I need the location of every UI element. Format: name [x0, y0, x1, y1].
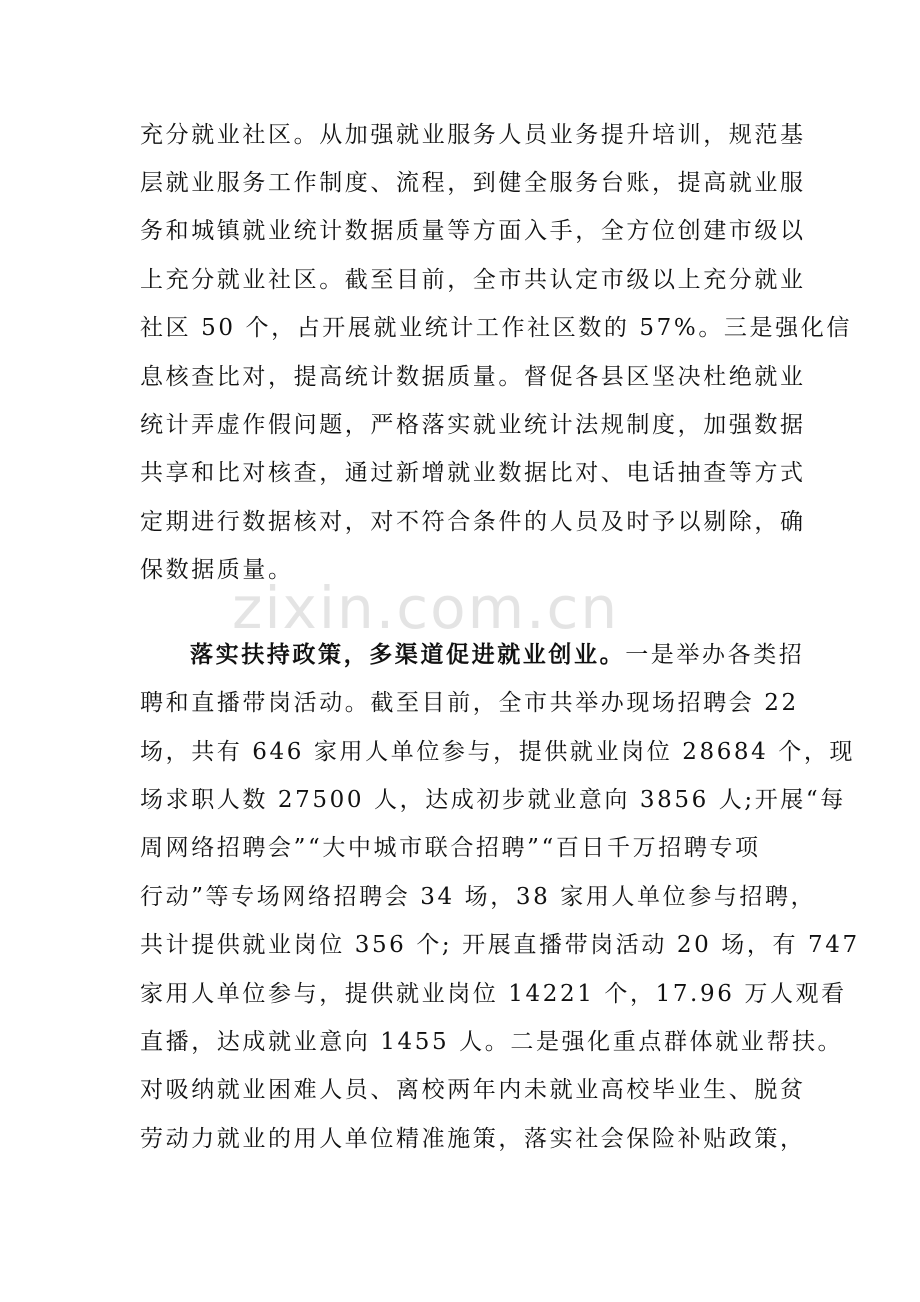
text-line: 社区 50 个，占开展就业统计工作社区数的 57%。三是强化信 [140, 315, 852, 341]
text-line: 周网络招聘会”“大中城市联合招聘”“百日千万招聘专项 [140, 835, 761, 861]
text-line: 聘和直播带岗活动。截至目前，全市共举办现场招聘会 22 [140, 690, 799, 716]
text-line: 定期进行数据核对，对不符合条件的人员及时予以剔除，确 [140, 509, 806, 535]
text-line: 上充分就业社区。截至目前，全市共认定市级以上充分就业 [140, 267, 806, 293]
text-line: 场求职人数 27500 人，达成初步就业意向 3856 人;开展“每 [140, 787, 846, 813]
text-line: 场，共有 646 家用人单位参与，提供就业岗位 28684 个，现 [140, 739, 856, 765]
paragraph-first-line [190, 640, 804, 670]
text-line: 家用人单位参与，提供就业岗位 14221 个，17.96 万人观看 [140, 981, 847, 1007]
text-line: 息核查比对，提高统计数据质量。督促各县区坚决杜绝就业 [140, 364, 806, 390]
watermark: zixin.com.cn [232, 574, 620, 642]
text-line: 行动”等专场网络招聘会 34 场，38 家用人单位参与招聘， [140, 884, 817, 910]
text-line: 对吸纳就业困难人员、离校两年内未就业高校毕业生、脱贫 [140, 1077, 806, 1103]
paragraph-lead-heading: 落实扶持政策，多渠道促进就业创业。 [190, 642, 626, 668]
paragraph-first-line-text: 一是举办各类招 [625, 642, 805, 668]
text-line: 共计提供就业岗位 356 个; 开展直播带岗活动 20 场，有 747 [140, 932, 860, 958]
text-line: 劳动力就业的用人单位精准施策，落实社会保险补贴政策， [140, 1126, 806, 1152]
text-line: 共享和比对核查，通过新增就业数据比对、电话抽查等方式 [140, 460, 806, 486]
text-line: 统计弄虚作假问题，严格落实就业统计法规制度，加强数据 [140, 412, 806, 438]
text-line: 务和城镇就业统计数据质量等方面入手，全方位创建市级以 [140, 218, 806, 244]
text-line: 充分就业社区。从加强就业服务人员业务提升培训，规范基 [140, 122, 806, 148]
text-line: 保数据质量。 [140, 557, 294, 583]
text-line: 层就业服务工作制度、流程，到健全服务台账，提高就业服 [140, 170, 806, 196]
text-line: 直播，达成就业意向 1455 人。二是强化重点群体就业帮扶。 [140, 1029, 844, 1055]
